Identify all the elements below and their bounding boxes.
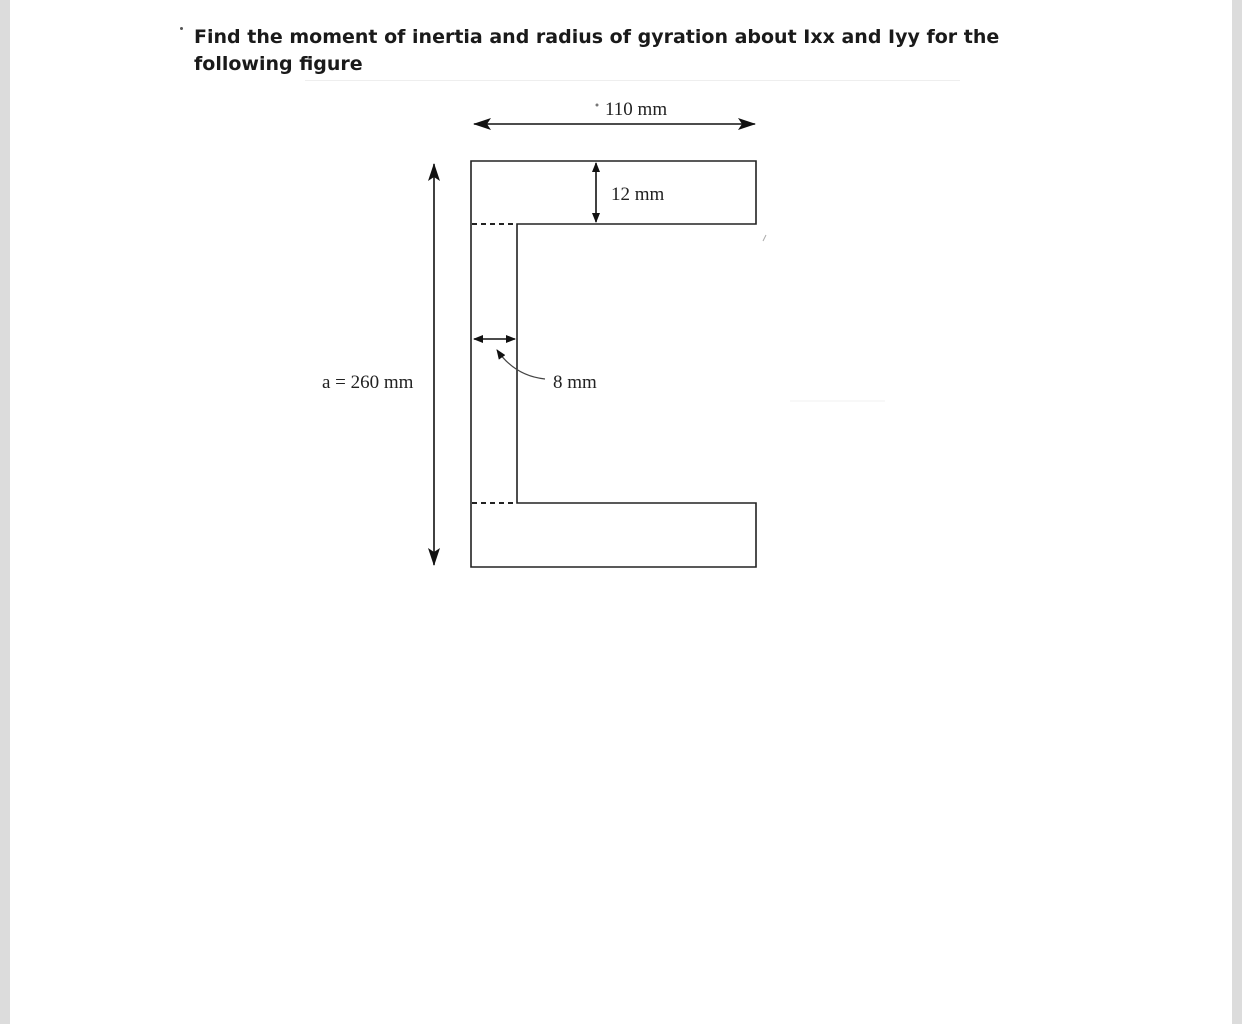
scan-artifact	[763, 235, 766, 241]
channel-outline	[471, 161, 756, 567]
flange-thickness-label: 12 mm	[611, 184, 665, 205]
web-thickness-leader	[497, 350, 545, 379]
height-label: a = 260 mm	[322, 372, 414, 393]
question-text: Find the moment of inertia and radius of gyration about Ixx and Iyy for the following figure	[194, 26, 1000, 75]
web-thickness-label: 8 mm	[553, 372, 597, 393]
width-label-dot	[596, 104, 599, 107]
width-label: 110 mm	[605, 99, 668, 120]
